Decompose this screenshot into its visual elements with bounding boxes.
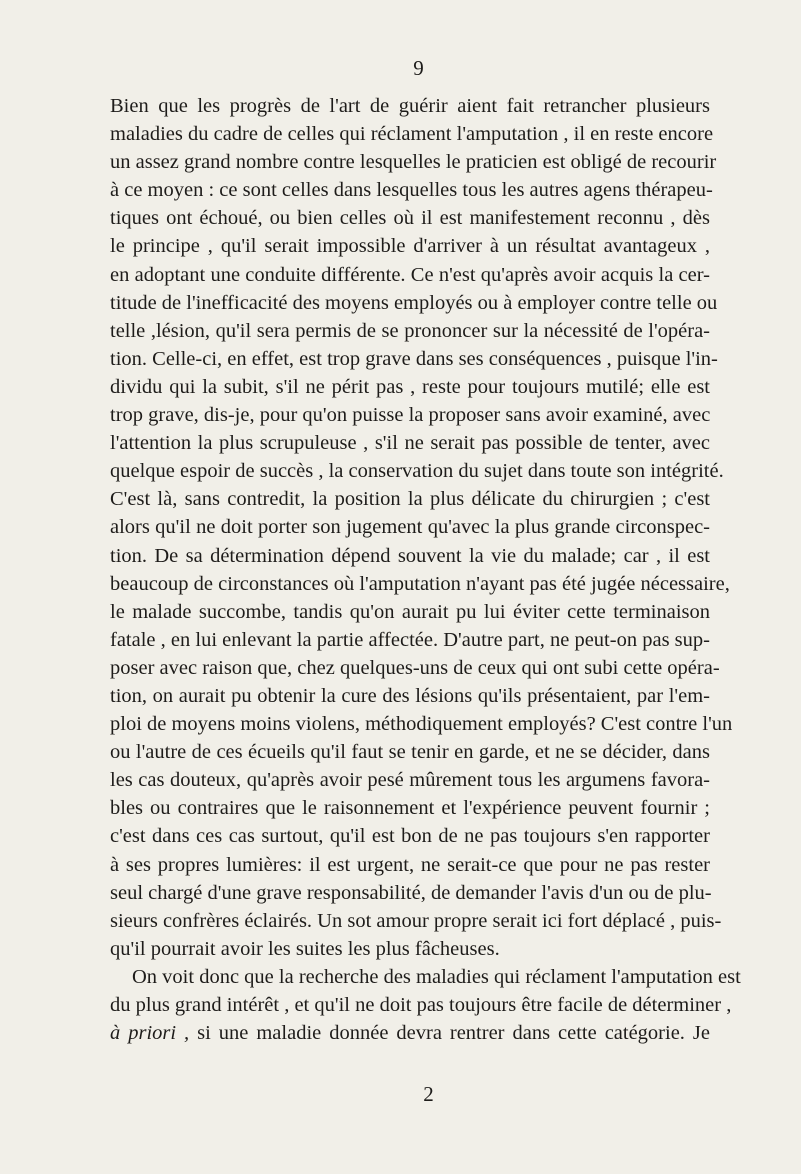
text-line: C'est là, sans contredit, la position la plus délicate du chirurgien ; c'est	[110, 488, 710, 511]
text-line: c'est dans ces cas surtout, qu'il est bon de ne pas toujours s'en rapporter	[110, 825, 710, 848]
text-line: poser avec raison que, chez quelques-uns de ceux qui ont subi cette opéra-	[110, 656, 720, 679]
paragraph-2-line	[110, 1019, 710, 1047]
text-line: fatale , en lui enlevant la partie affectée. D'autre part, ne peut-on pas sup-	[110, 628, 710, 651]
text-line: l'attention la plus scrupuleuse , s'il ne serait pas possible de tenter, avec	[110, 432, 710, 455]
text-line: alors qu'il ne doit porter son jugement qu'avec la plus grande circonspec-	[110, 516, 710, 539]
text-line: seul chargé d'une grave responsabilité, de demander l'avis d'un ou de plu-	[110, 881, 712, 904]
text-line: telle ,lésion, qu'il sera permis de se prononcer sur la nécessité de l'opéra-	[110, 319, 710, 342]
text-line: à ce moyen : ce sont celles dans lesquelles tous les autres agens thérapeu-	[110, 179, 713, 202]
text-line: les cas douteux, qu'après avoir pesé mûrement tous les argumens favora-	[110, 769, 710, 792]
text-line: Bien que les progrès de l'art de guérir aient fait retrancher plusieurs	[110, 95, 710, 117]
text-line: tion. De sa détermination dépend souvent la vie du malade; car , il est	[110, 544, 710, 567]
text-line: beaucoup de circonstances où l'amputation n'ayant pas été jugée nécessaire,	[110, 572, 730, 595]
signature-mark: 2	[423, 1082, 434, 1106]
text-line: un assez grand nombre contre lesquelles le praticien est obligé de recourir	[110, 151, 717, 174]
text-line: dividu qui la subit, s'il ne périt pas , reste pour toujours mutilé; elle est	[110, 375, 710, 398]
text-line: titude de l'inefficacité des moyens employés ou à employer contre telle ou	[110, 291, 718, 314]
latin-phrase: à priori ,	[110, 1022, 190, 1045]
line-continuation: si une maladie donnée devra rentrer dans cette catégorie. Je	[189, 1022, 710, 1045]
text-line: ou l'autre de ces écueils qu'il faut se tenir en garde, et ne se décider, dans	[110, 741, 710, 764]
text-line: maladies du cadre de celles qui réclament l'amputation , il en reste encore	[110, 123, 714, 146]
text-line: tion, on aurait pu obtenir la cure des lésions qu'ils présentaient, par l'em-	[110, 684, 710, 707]
text-line: en adoptant une conduite différente. Ce n'est qu'après avoir acquis la cer-	[110, 263, 710, 286]
body-text	[110, 92, 741, 1047]
paragraph-2-line: du plus grand intérêt , et qu'il ne doit pas toujours être facile de déterminer ,	[110, 994, 732, 1016]
text-line: qu'il pourrait avoir les suites les plus fâcheuses.	[110, 937, 500, 960]
paragraph-2-line: On voit donc que la recherche des maladies qui réclament l'amputation est	[132, 965, 741, 988]
text-line: le principe , qu'il serait impossible d'arriver à un résultat avantageux ,	[110, 235, 710, 258]
page-number: 9	[413, 56, 424, 80]
text-line: quelque espoir de succès , la conservation du sujet dans toute son intégrité.	[110, 460, 724, 483]
text-line: le malade succombe, tandis qu'on aurait pu lui éviter cette terminaison	[110, 600, 710, 623]
text-line: à ses propres lumières: il est urgent, ne serait-ce que pour ne pas rester	[110, 853, 710, 876]
text-line: bles ou contraires que le raisonnement et l'expérience peuvent fournir ;	[110, 797, 710, 820]
text-line: tiques ont échoué, ou bien celles où il est manifestement reconnu , dès	[110, 207, 710, 230]
text-line: ploi de moyens moins violens, méthodiquement employés? C'est contre l'un	[110, 713, 733, 736]
text-line: trop grave, dis-je, pour qu'on puisse la proposer sans avoir examiné, avec	[110, 404, 711, 427]
text-line: tion. Celle-ci, en effet, est trop grave dans ses conséquences , puisque l'in-	[110, 347, 718, 370]
text-line: sieurs confrères éclairés. Un sot amour propre serait ici fort déplacé , puis-	[110, 909, 722, 932]
